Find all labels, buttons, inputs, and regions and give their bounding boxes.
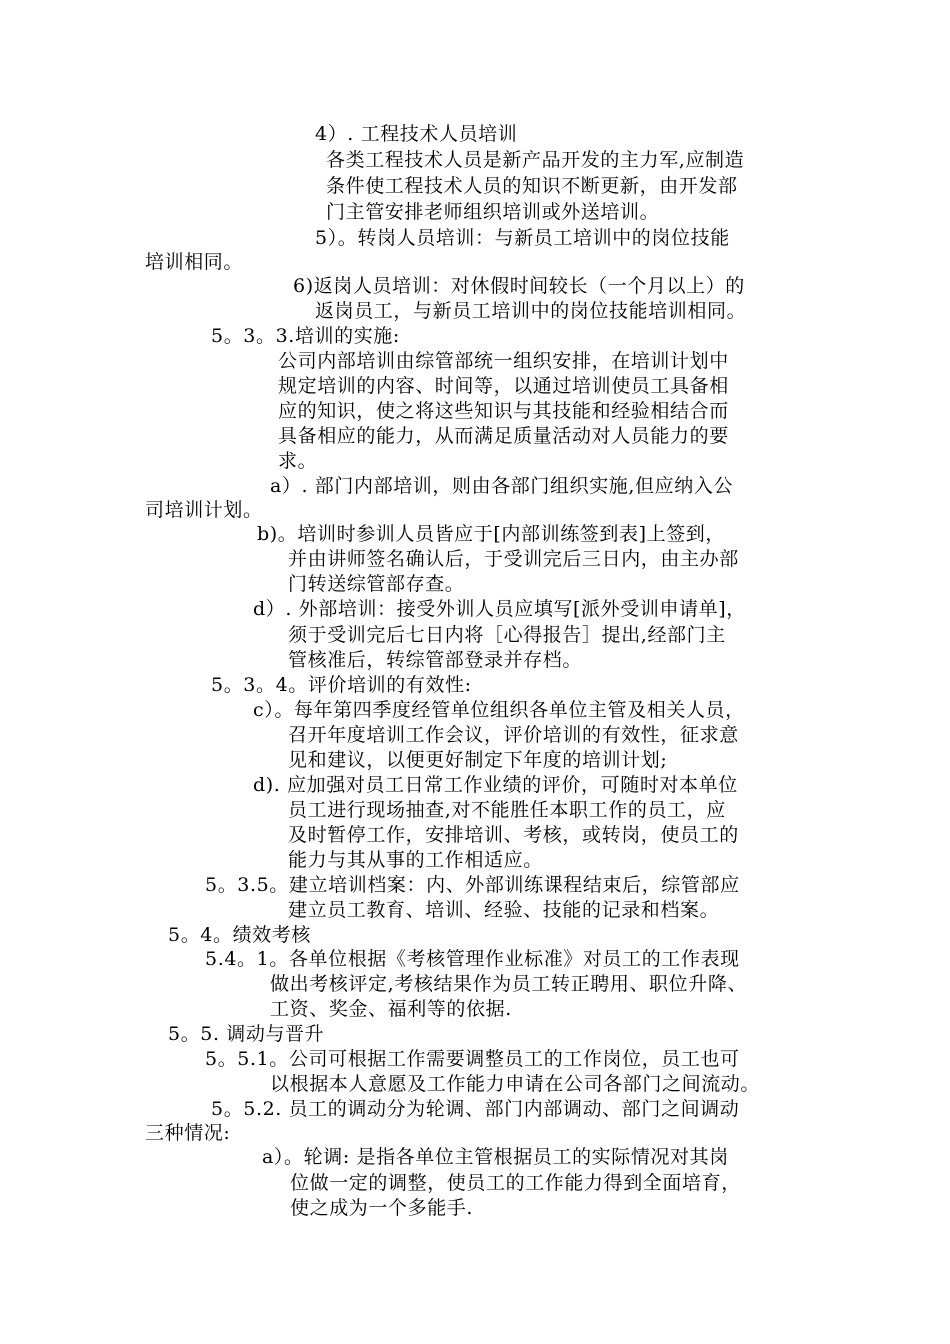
engineer-training-line-2: 条件使工程技术人员的知识不断更新，由开发部 [326, 175, 738, 197]
evaluation-heading: 5。3。4。评价培训的有效性: [211, 674, 472, 696]
internal-dept-training-line-2: 司培训计划。 [145, 499, 263, 521]
evaluation-d-line-2: 员工进行现场抽查,对不能胜任本职工作的员工，应 [288, 799, 726, 821]
external-training-line-3: 管核准后，转综管部登录并存档。 [288, 649, 583, 671]
transfer-promotion-heading: 5。5. 调动与晋升 [168, 1023, 325, 1045]
evaluation-d-line-4: 能力与其从事的工作相适应。 [288, 849, 543, 871]
performance-line-1: 5.4。1。各单位根据《考核管理作业标准》对员工的工作表现 [205, 948, 740, 970]
implementation-line-5: 求。 [278, 450, 318, 472]
evaluation-d-line-1: d). 应加强对员工日常工作业绩的评价，可随时对本单位 [253, 774, 738, 796]
transfer-training-line-2: 培训相同。 [145, 251, 244, 273]
external-training-line-1: d）. 外部培训：接受外训人员应填写[派外受训申请单]， [253, 598, 746, 620]
transfer-training-line-1: 5）。转岗人员培训：与新员工培训中的岗位技能 [315, 227, 730, 249]
performance-line-2: 做出考核评定,考核结果作为员工转正聘用、职位升降、 [270, 973, 748, 995]
implementation-line-4: 具备相应的能力，从而满足质量活动对人员能力的要 [278, 425, 729, 447]
internal-dept-training-line-1: a）. 部门内部培训，则由各部门组织实施,但应纳入公 [270, 475, 734, 497]
transfer-promotion-2-line-1: 5。5.2. 员工的调动分为轮调、部门内部调动、部门之间调动 [211, 1098, 740, 1120]
engineer-training-line-3: 门主管安排老师组织培训或外送培训。 [326, 201, 660, 223]
implementation-line-3: 应的知识，使之将这些知识与其技能和经验相结合而 [278, 400, 729, 422]
sign-in-line-1: b)。培训时参训人员皆应于[内部训练签到表]上签到， [257, 523, 726, 545]
implementation-heading: 5。3。3.培训的实施: [211, 325, 400, 347]
archive-line-1: 5。3.5。建立培训档案：内、外部训练课程结束后，综管部应 [205, 874, 740, 896]
transfer-promotion-1-line-1: 5。5.1。公司可根据工作需要调整员工的工作岗位，员工也可 [205, 1048, 740, 1070]
return-training-line-1: 6)返岗人员培训：对休假时间较长（一个月以上）的 [293, 275, 745, 297]
evaluation-c-line-3: 见和建议，以便更好制定下年度的培训计划; [288, 749, 668, 771]
rotation-line-1: a）。轮调: 是指各单位主管根据员工的实际情况对其岗 [262, 1146, 729, 1168]
evaluation-d-line-3: 及时暂停工作，安排培训、考核，或转岗，使员工的 [288, 824, 739, 846]
sign-in-line-2: 并由讲师签名确认后，于受训完后三日内，由主办部 [288, 548, 739, 570]
performance-heading: 5。4。绩效考核 [168, 924, 311, 946]
engineer-training-heading: 4）. 工程技术人员培训 [315, 123, 518, 145]
external-training-line-2: 须于受训完后七日内将［心得报告］提出,经部门主 [288, 624, 726, 646]
archive-line-2: 建立员工教育、培训、经验、技能的记录和档案。 [288, 899, 720, 921]
transfer-promotion-1-line-2: 以根据本人意愿及工作能力申请在公司各部门之间流动。 [270, 1073, 761, 1095]
evaluation-c-line-1: c）。每年第四季度经管单位组织各单位主管及相关人员， [253, 699, 745, 721]
implementation-line-2: 规定培训的内容、时间等，以通过培训使员工具备相 [278, 375, 729, 397]
rotation-line-3: 使之成为一个多能手. [290, 1197, 474, 1219]
evaluation-c-line-2: 召开年度培训工作会议，评价培训的有效性，征求意 [288, 724, 739, 746]
rotation-line-2: 位做一定的调整，使员工的工作能力得到全面培育， [290, 1172, 741, 1194]
engineer-training-line-1: 各类工程技术人员是新产品开发的主力军,应制造 [326, 149, 745, 171]
performance-line-3: 工资、奖金、福利等的依据. [270, 998, 512, 1020]
sign-in-line-3: 门转送综管部存查。 [288, 573, 465, 595]
transfer-promotion-2-line-2: 三种情况: [145, 1122, 231, 1144]
implementation-line-1: 公司内部培训由综管部统一组织安排，在培训计划中 [278, 350, 729, 372]
return-training-line-2: 返岗员工，与新员工培训中的岗位技能培训相同。 [315, 300, 747, 322]
